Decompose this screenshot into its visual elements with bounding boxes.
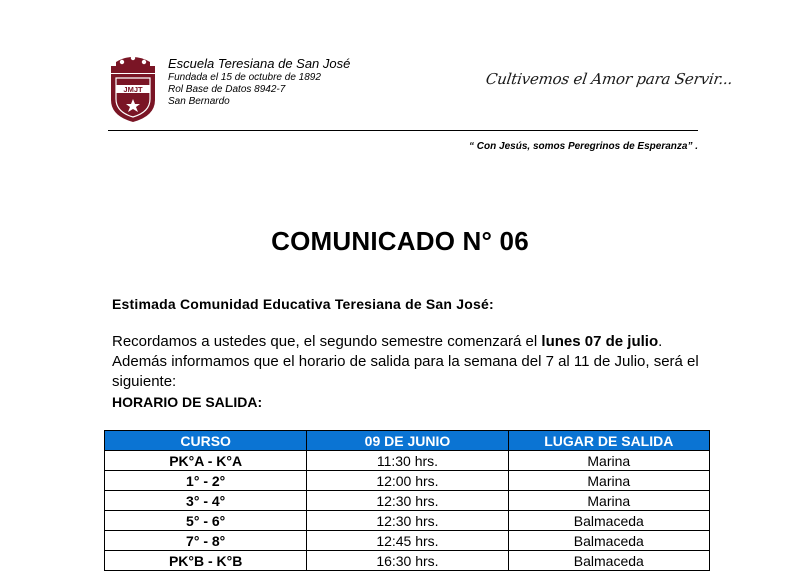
cell-curso: 7° - 8° (105, 531, 307, 551)
school-name: Escuela Teresiana de San José (168, 56, 351, 71)
table-header-row (105, 431, 710, 451)
cell-lugar: Marina (508, 451, 709, 471)
cell-curso: PK°A - K°A (105, 451, 307, 471)
header-date: 09 DE JUNIO (307, 431, 508, 451)
header-lugar: LUGAR DE SALIDA (508, 431, 709, 451)
school-info (168, 56, 350, 108)
schedule-table (104, 430, 710, 571)
schedule-heading: HORARIO DE SALIDA: (112, 394, 263, 410)
table-row (105, 471, 710, 491)
svg-text:JMJT: JMJT (123, 85, 143, 94)
founding-line: Fundada el 15 de octubre de 1892 (168, 72, 321, 83)
header-divider (108, 130, 698, 131)
table-row (105, 491, 710, 511)
paragraph-date-bold: lunes 07 de julio (541, 333, 659, 350)
rbd-line: Rol Base de Datos 8942-7 (168, 84, 286, 95)
slogan: “ Con Jesús, somos Peregrinos de Esperanza” . (469, 141, 698, 152)
cell-lugar: Marina (508, 491, 709, 511)
cell-time: 12:45 hrs. (307, 531, 508, 551)
cell-curso: 1° - 2° (105, 471, 307, 491)
cell-time: 12:30 hrs. (307, 511, 508, 531)
school-motto: Cultivemos el Amor para Servir... (484, 70, 734, 88)
cell-curso: PK°B - K°B (105, 551, 307, 571)
paragraph-text-2: . Además informamos que el horario de salida para la semana del 7 al 11 de Julio, será el siguiente: (112, 333, 699, 390)
cell-lugar: Balmaceda (508, 551, 709, 571)
cell-curso: 3° - 4° (105, 491, 307, 511)
header-curso: CURSO (105, 431, 307, 451)
school-crest-logo (108, 52, 158, 124)
table-row (105, 511, 710, 531)
cell-time: 11:30 hrs. (307, 451, 508, 471)
table-row (105, 551, 710, 571)
cell-lugar: Balmaceda (508, 531, 709, 551)
paragraph-text-1: Recordamos a ustedes que, el segundo semestre comenzará el (112, 333, 542, 350)
cell-lugar: Marina (508, 471, 709, 491)
intro-paragraph (112, 332, 702, 392)
greeting: Estimada Comunidad Educativa Teresiana de San José: (112, 296, 494, 312)
cell-lugar: Balmaceda (508, 511, 709, 531)
cell-time: 12:00 hrs. (307, 471, 508, 491)
table-row (105, 531, 710, 551)
table-row (105, 451, 710, 471)
cell-time: 16:30 hrs. (307, 551, 508, 571)
city-line: San Bernardo (168, 96, 230, 107)
document-title: COMUNICADO N° 06 (271, 226, 529, 256)
cell-time: 12:30 hrs. (307, 491, 508, 511)
cell-curso: 5° - 6° (105, 511, 307, 531)
